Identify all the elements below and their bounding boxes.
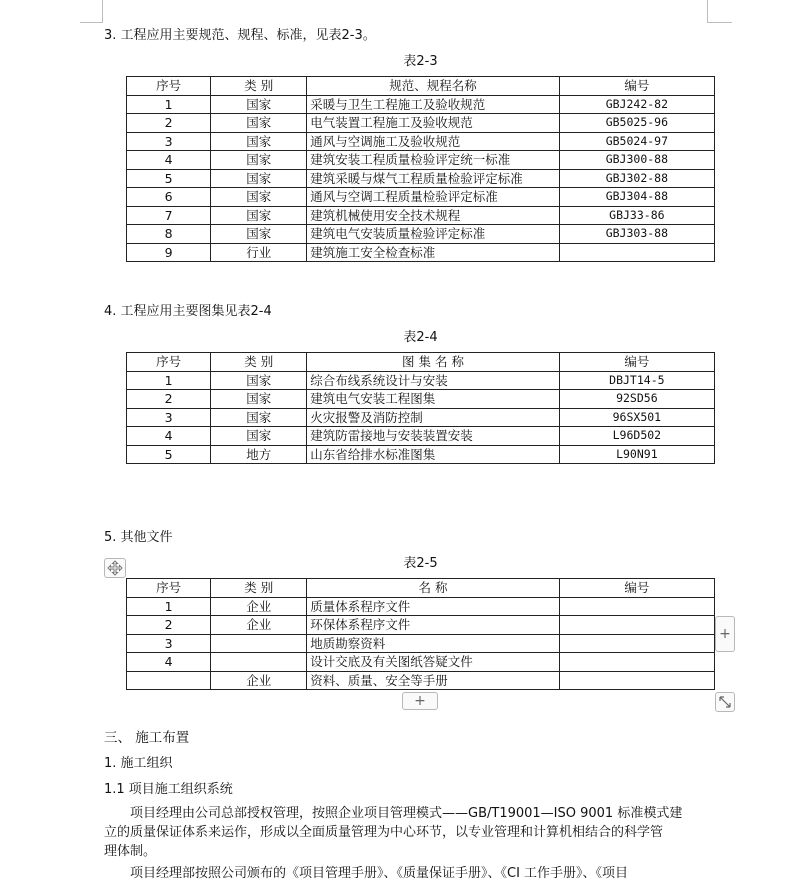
cell[interactable] xyxy=(211,634,307,653)
section5-heading: 5. 其他文件 xyxy=(104,530,173,545)
cell[interactable]: 4 xyxy=(127,427,211,446)
table-row xyxy=(127,671,715,690)
cell[interactable] xyxy=(127,671,211,690)
table-row xyxy=(127,634,715,653)
cell[interactable]: 环保体系程序文件 xyxy=(307,616,559,635)
cell[interactable]: 通风与空调施工及验收规范 xyxy=(307,132,559,151)
section3-heading: 3. 工程应用主要规范、规程、标准，见表2-3。 xyxy=(104,28,376,43)
table-2-5-caption: 表2-5 xyxy=(403,556,438,571)
cell[interactable]: GBJ242-82 xyxy=(559,95,714,114)
cell[interactable]: GBJ304-88 xyxy=(559,188,714,207)
cell[interactable]: 2 xyxy=(127,114,211,133)
paragraph-line: 项目经理由公司总部授权管理，按照企业项目管理模式——GB/T19001—ISO 9001 标准模式建 xyxy=(130,806,683,821)
cell[interactable]: 火灾报警及消防控制 xyxy=(307,408,559,427)
table-row xyxy=(127,408,715,427)
cell[interactable]: GBJ302-88 xyxy=(559,169,714,188)
header-cell[interactable]: 规范、规程名称 xyxy=(307,77,559,96)
table-row xyxy=(127,597,715,616)
cell[interactable]: 电气装置工程施工及验收规范 xyxy=(307,114,559,133)
cell[interactable]: GBJ33-86 xyxy=(559,206,714,225)
header-cell[interactable]: 类 别 xyxy=(211,353,307,372)
cell[interactable] xyxy=(211,653,307,672)
cell[interactable]: 建筑安装工程质量检验评定统一标准 xyxy=(307,151,559,170)
table-row xyxy=(127,188,715,207)
cell[interactable]: 5 xyxy=(127,169,211,188)
table-row xyxy=(127,206,715,225)
cell[interactable]: 1 xyxy=(127,597,211,616)
cell[interactable]: 3 xyxy=(127,634,211,653)
cell[interactable]: 3 xyxy=(127,132,211,151)
header-cell[interactable]: 序号 xyxy=(127,353,211,372)
paragraph-line: 理体制。 xyxy=(104,844,157,859)
cell[interactable]: 1 xyxy=(127,95,211,114)
cell[interactable]: 通风与空调工程质量检验评定标准 xyxy=(307,188,559,207)
cell[interactable]: 建筑防雷接地与安装装置安装 xyxy=(307,427,559,446)
resize-icon xyxy=(718,695,732,709)
cell[interactable]: 企业 xyxy=(211,671,307,690)
cell[interactable]: GBJ300-88 xyxy=(559,151,714,170)
header-cell[interactable]: 类 别 xyxy=(211,579,307,598)
page-corner-mark-left xyxy=(80,0,103,23)
cell[interactable]: 资料、质量、安全等手册 xyxy=(307,671,559,690)
cell[interactable]: 山东省给排水标准图集 xyxy=(307,445,559,464)
table-row xyxy=(127,225,715,244)
table-2-5 xyxy=(126,578,715,690)
cell[interactable]: GB5024-97 xyxy=(559,132,714,151)
cell[interactable]: 建筑电气安装质量检验评定标准 xyxy=(307,225,559,244)
cell[interactable]: 国家 xyxy=(211,371,307,390)
cell[interactable]: 建筑电气安装工程图集 xyxy=(307,390,559,409)
table-row xyxy=(127,114,715,133)
table-header-row xyxy=(127,353,715,372)
table-resize-handle[interactable] xyxy=(715,692,735,712)
table-header-row xyxy=(127,579,715,598)
cell[interactable] xyxy=(559,597,714,616)
cell[interactable]: 4 xyxy=(127,151,211,170)
table-row xyxy=(127,390,715,409)
page-corner-mark-right xyxy=(707,0,732,23)
cell[interactable]: L90N91 xyxy=(559,445,714,464)
cell[interactable]: 8 xyxy=(127,225,211,244)
cell[interactable]: 9 xyxy=(127,243,211,262)
cell[interactable]: DBJT14-5 xyxy=(559,371,714,390)
table-row xyxy=(127,132,715,151)
cell[interactable]: 国家 xyxy=(211,390,307,409)
part3-heading: 三、 施工布置 xyxy=(104,730,190,746)
cell[interactable]: 国家 xyxy=(211,114,307,133)
cell[interactable]: 5 xyxy=(127,445,211,464)
cell[interactable] xyxy=(559,616,714,635)
table-2-4 xyxy=(126,352,715,464)
table-row xyxy=(127,616,715,635)
cell[interactable]: 1 xyxy=(127,371,211,390)
table-row xyxy=(127,243,715,262)
cell[interactable]: 质量体系程序文件 xyxy=(307,597,559,616)
table-row xyxy=(127,169,715,188)
cell[interactable]: 3 xyxy=(127,408,211,427)
cell[interactable]: 建筑施工安全检查标准 xyxy=(307,243,559,262)
cell[interactable]: 国家 xyxy=(211,151,307,170)
cell[interactable]: GB5025-96 xyxy=(559,114,714,133)
cell[interactable] xyxy=(559,634,714,653)
cell[interactable]: 96SX501 xyxy=(559,408,714,427)
header-cell[interactable]: 编号 xyxy=(559,77,714,96)
move-icon xyxy=(107,560,123,576)
cell[interactable]: 综合布线系统设计与安装 xyxy=(307,371,559,390)
cell[interactable] xyxy=(559,653,714,672)
cell[interactable]: 企业 xyxy=(211,616,307,635)
add-row-button[interactable]: + xyxy=(402,692,438,710)
table-row xyxy=(127,445,715,464)
cell[interactable]: 国家 xyxy=(211,95,307,114)
table-2-4-caption: 表2-4 xyxy=(403,330,438,345)
cell[interactable]: 2 xyxy=(127,390,211,409)
header-cell[interactable]: 编号 xyxy=(559,579,714,598)
paragraph-line: 项目经理部按照公司颁布的《项目管理手册》、《质量保证手册》、《CI 工作手册》、《项目 xyxy=(130,866,629,881)
table-row xyxy=(127,653,715,672)
cell[interactable]: 国家 xyxy=(211,206,307,225)
cell[interactable] xyxy=(559,671,714,690)
header-cell[interactable]: 名 称 xyxy=(307,579,559,598)
cell[interactable]: 国家 xyxy=(211,427,307,446)
cell[interactable]: 设计交底及有关图纸答疑文件 xyxy=(307,653,559,672)
header-cell[interactable]: 序号 xyxy=(127,77,211,96)
cell[interactable]: L96D502 xyxy=(559,427,714,446)
paragraph-line: 立的质量保证体系来运作，形成以全面质量管理为中心环节，以专业管理和计算机相结合的科学管 xyxy=(104,825,664,840)
cell[interactable]: 国家 xyxy=(211,169,307,188)
cell[interactable]: 国家 xyxy=(211,408,307,427)
cell[interactable]: 地方 xyxy=(211,445,307,464)
header-cell[interactable]: 编号 xyxy=(559,353,714,372)
cell[interactable]: 92SD56 xyxy=(559,390,714,409)
cell[interactable]: 地质勘察资料 xyxy=(307,634,559,653)
table-row xyxy=(127,427,715,446)
cell[interactable]: 6 xyxy=(127,188,211,207)
cell[interactable]: 企业 xyxy=(211,597,307,616)
header-cell[interactable]: 类 别 xyxy=(211,77,307,96)
subheading-1: 1. 施工组织 xyxy=(104,756,173,771)
subheading-1-1: 1.1 项目施工组织系统 xyxy=(104,782,233,797)
cell[interactable]: 7 xyxy=(127,206,211,225)
cell[interactable]: 建筑采暖与煤气工程质量检验评定标准 xyxy=(307,169,559,188)
cell[interactable]: 国家 xyxy=(211,188,307,207)
table-2-3-caption: 表2-3 xyxy=(403,54,438,69)
section4-heading: 4. 工程应用主要图集见表2-4 xyxy=(104,304,272,319)
cell[interactable]: 2 xyxy=(127,616,211,635)
cell[interactable]: 采暖与卫生工程施工及验收规范 xyxy=(307,95,559,114)
table-row xyxy=(127,151,715,170)
table-row xyxy=(127,95,715,114)
cell[interactable]: 建筑机械使用安全技术规程 xyxy=(307,206,559,225)
table-move-handle[interactable] xyxy=(104,558,126,578)
cell[interactable] xyxy=(559,243,714,262)
table-row xyxy=(127,371,715,390)
table-2-3 xyxy=(126,76,715,262)
cell[interactable]: 行业 xyxy=(211,243,307,262)
header-cell[interactable]: 图 集 名 称 xyxy=(307,353,559,372)
add-column-button[interactable]: + xyxy=(715,616,735,652)
cell[interactable]: 4 xyxy=(127,653,211,672)
cell[interactable]: 国家 xyxy=(211,225,307,244)
header-cell[interactable]: 序号 xyxy=(127,579,211,598)
table-header-row xyxy=(127,77,715,96)
cell[interactable]: GBJ303-88 xyxy=(559,225,714,244)
cell[interactable]: 国家 xyxy=(211,132,307,151)
